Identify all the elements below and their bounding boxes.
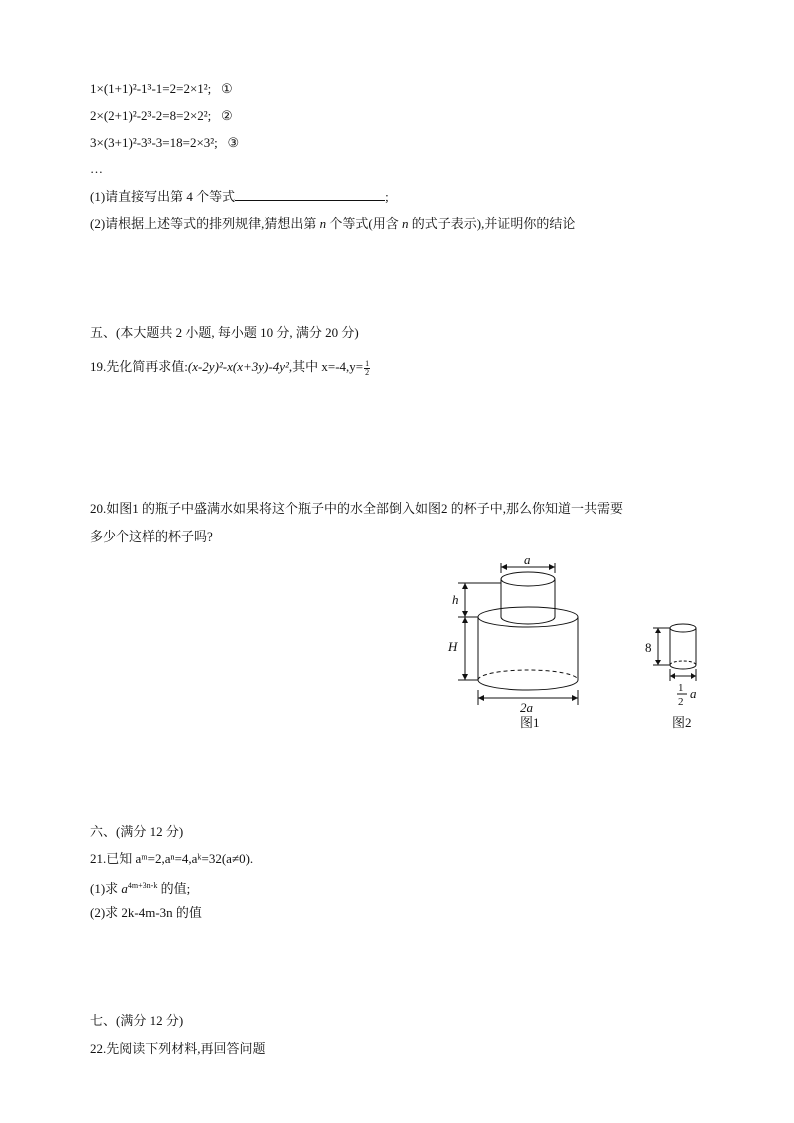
q21-part1-prefix: (1)求 (90, 881, 122, 896)
q18-part2 (90, 215, 575, 233)
var-n: n (319, 216, 327, 231)
fig1-h-arrow-top (462, 583, 468, 589)
section-5-heading: 五、(本大题共 2 小题, 每小题 10 分, 满分 20 分) (90, 325, 359, 340)
fig1-H-arrow-bottom (462, 674, 468, 680)
fig2-caption: 图2 (672, 715, 692, 730)
fig1-width-a-arrow-left (501, 564, 507, 570)
fig2-cup-bottom-back (670, 661, 696, 665)
q18-part1-prefix: (1)请直接写出第 4 个等式 (90, 189, 236, 204)
q21-part2: (2)求 2k-4m-3n 的值 (90, 905, 202, 920)
q19-prefix: 19.先化简再求值: (90, 359, 188, 374)
q20-line2: 多少个这样的杯子吗? (90, 529, 213, 544)
fraction-denominator: 2 (365, 367, 370, 377)
var-n: n (402, 216, 409, 231)
bottle-cup-figure (440, 555, 720, 735)
q21-part1-suffix: 的值; (157, 881, 191, 896)
fig1-top-cylinder-top (501, 572, 555, 586)
fig2-cup-bottom-front (670, 665, 696, 669)
section-7-heading: 七、(满分 12 分) (90, 1013, 184, 1028)
fig2-height-arrow-bottom (655, 660, 661, 665)
fig2-width-arrow-left (670, 673, 675, 679)
equation-1-marker: ① (221, 81, 233, 96)
q22-stem: 22.先阅读下列材料,再回答问题 (90, 1041, 266, 1056)
equation-2 (90, 107, 233, 125)
equation-1 (90, 80, 233, 98)
fig1-big-cylinder-bottom-front (478, 680, 578, 690)
q18-part2-text-c: 的式子表示),并证明你的结论 (408, 216, 576, 231)
fig2-height-arrow-top (655, 628, 661, 633)
fig1-label-a: a (524, 555, 531, 567)
fraction-one-half (364, 360, 370, 377)
equation-2-marker: ② (221, 108, 233, 123)
q19 (90, 358, 370, 377)
q18-part2-text-a: (2)请根据上述等式的排列规律,猜想出第 (90, 216, 320, 231)
q20-line1: 20.如图1 的瓶子中盛满水如果将这个瓶子中的水全部倒入如图2 的杯子中,那么你知道一共需要 (90, 501, 624, 516)
q19-condition: ,其中 x=-4,y= (288, 359, 364, 374)
equation-3-marker: ③ (227, 135, 240, 150)
fig1-H-arrow-top (462, 617, 468, 623)
q21-part1-base: a (121, 881, 128, 896)
q21-part1-exponent: 4m+3n-k (127, 881, 158, 890)
fraction-numerator: 1 (365, 358, 370, 368)
fig1-caption: 图1 (520, 715, 540, 730)
fig1-label-2a: 2a (520, 700, 533, 715)
fig1-label-h: h (452, 592, 459, 607)
fig2-half-numerator: 1 (678, 682, 684, 694)
q18-part2-text-b: 个等式(用含 (326, 216, 403, 231)
equation-3 (90, 134, 239, 152)
fig2-width-arrow-right (691, 673, 696, 679)
q18-part1 (90, 188, 389, 206)
q18-part1-suffix: ; (385, 189, 389, 204)
fig2-half-denominator: 2 (678, 696, 684, 708)
fig2-half-a: a (690, 686, 697, 701)
section-6-heading: 六、(满分 12 分) (90, 824, 184, 839)
equation-1-text: 1×(1+1)²-1³-1=2=2×1²; (90, 81, 212, 96)
q21-stem: 21.已知 aᵐ=2,aⁿ=4,aᵏ=32(a≠0). (90, 851, 254, 866)
answer-blank[interactable] (235, 188, 385, 201)
equation-ellipsis: … (90, 161, 103, 176)
fig1-width-2a-arrow-right (572, 695, 578, 701)
fig1-width-a-arrow-right (549, 564, 555, 570)
fig1-top-cylinder-bottom (501, 617, 555, 624)
q21-part1 (90, 877, 190, 898)
equation-3-text: 3×(3+1)²-3³-3=18=2×3²; (90, 135, 218, 150)
equation-2-text: 2×(2+1)²-2³-2=8=2×2²; (90, 108, 212, 123)
fig1-width-2a-arrow-left (478, 695, 484, 701)
fig2-cup-top (670, 624, 696, 632)
fig2-label-8: 8 (645, 640, 652, 655)
fig1-label-H: H (448, 639, 458, 654)
fig1-h-arrow-bottom (462, 611, 468, 617)
fig1-big-cylinder-bottom-back (478, 670, 578, 680)
q19-expression: (x-2y)²-x(x+3y)-4y² (187, 359, 289, 374)
